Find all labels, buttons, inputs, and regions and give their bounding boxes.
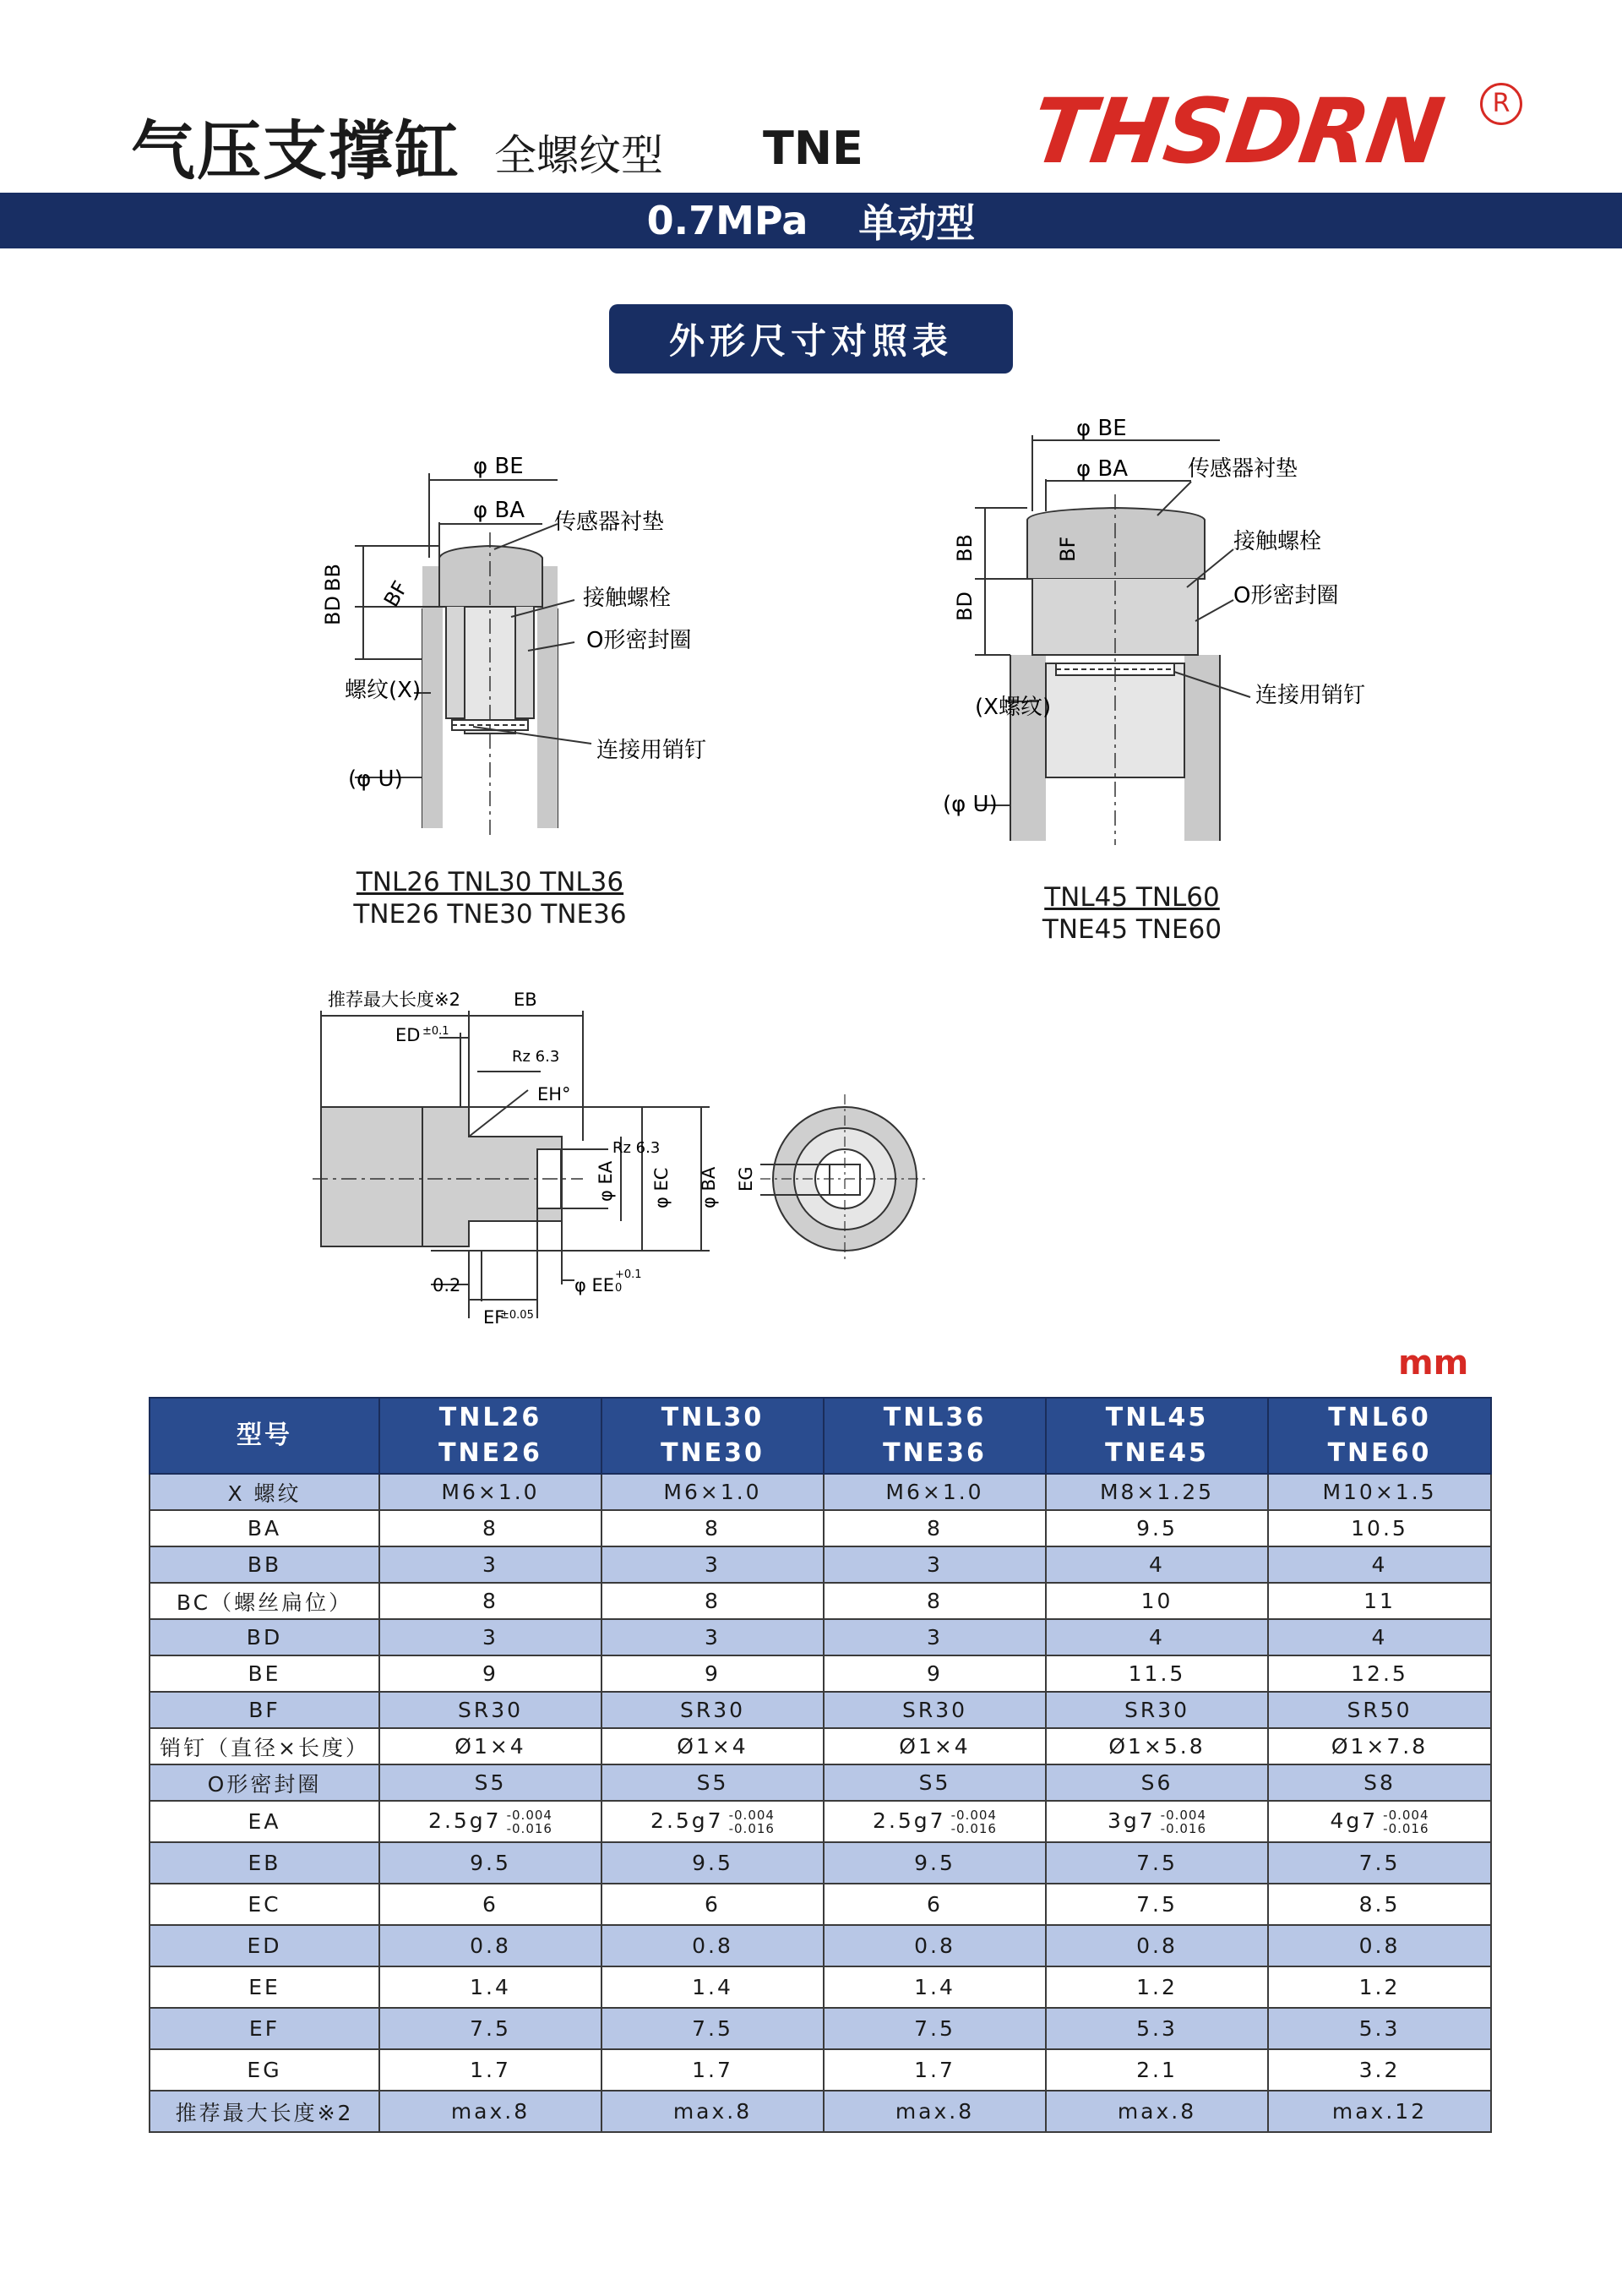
- cell-value: 9: [482, 1661, 498, 1686]
- cell-value: 1.2: [1136, 1975, 1178, 1999]
- table-cell: [824, 2008, 1046, 2049]
- table-row: [150, 1842, 1491, 1884]
- cell-value: 0.8: [914, 1933, 955, 1958]
- cell-value: 8: [705, 1589, 721, 1613]
- detail-label-ee-tol-up: +0.1: [615, 1268, 642, 1281]
- left-label-thread: 螺纹(X): [345, 678, 422, 703]
- cell-value: 3g7: [1107, 1808, 1156, 1833]
- left-label-u: (φ U): [348, 766, 403, 792]
- table-cell: [1046, 2091, 1268, 2132]
- unit-label: mm: [1398, 1344, 1469, 1383]
- table-cell: [1268, 1966, 1491, 2008]
- cell-value: 0.8: [692, 1933, 733, 1958]
- right-label-u: (φ U): [943, 792, 998, 817]
- table-cell: [824, 1546, 1046, 1583]
- table-row: [150, 1583, 1491, 1619]
- table-cell: [1046, 1619, 1268, 1655]
- page-subtitle: 全螺纹型: [494, 131, 663, 180]
- cell-value: max.8: [672, 2099, 753, 2124]
- detail-label-eh: EH°: [537, 1084, 571, 1104]
- table-cell: [1046, 1884, 1268, 1925]
- table-cell: [379, 1801, 601, 1842]
- cell-value: 10.5: [1351, 1516, 1408, 1541]
- tolerance: -0.004 -0.016: [506, 1807, 552, 1836]
- right-label-ba: φ BA: [1076, 456, 1129, 482]
- cell-value: 7.5: [1358, 1851, 1401, 1875]
- section-title: 外形尺寸对照表: [609, 304, 1013, 374]
- table-cell: [379, 2091, 601, 2132]
- pressure-rating: 0.7MPa: [646, 198, 808, 243]
- table-cell: [824, 1925, 1046, 1966]
- table-cell: [824, 2091, 1046, 2132]
- cell-value: max.8: [450, 2099, 531, 2124]
- table-cell: [1268, 1655, 1491, 1692]
- table-cell: [1268, 1619, 1491, 1655]
- cell-value: SR30: [679, 1698, 746, 1722]
- table-cell: [824, 1842, 1046, 1884]
- left-label-sensor-pad: 传感器衬垫: [554, 510, 665, 535]
- action-type: 单动型: [858, 200, 976, 246]
- right-label-thread: (X螺纹): [975, 695, 1052, 720]
- cell-value: S6: [1140, 1770, 1173, 1795]
- cell-value: 0.8: [470, 1933, 511, 1958]
- left-label-pin: 连接用销钉: [596, 738, 707, 763]
- right-label-o-ring: O形密封圈: [1233, 583, 1339, 608]
- left-label-o-ring: O形密封圈: [586, 628, 692, 653]
- table-cell: [379, 1583, 601, 1619]
- registered-mark-icon: R: [1480, 83, 1522, 125]
- table-cell: [1268, 1546, 1491, 1583]
- row-label: BE: [150, 1655, 379, 1692]
- cell-value: Ø1×5.8: [1108, 1734, 1206, 1759]
- cell-value: 2.5g7: [650, 1808, 724, 1833]
- cell-value: 8: [482, 1516, 498, 1541]
- table-cell: [601, 1546, 824, 1583]
- table-row: [150, 1925, 1491, 1966]
- cell-value: 3: [927, 1552, 943, 1577]
- table-header-model: TNL45 TNE45: [1046, 1398, 1268, 1474]
- row-label: O形密封圈: [150, 1764, 379, 1801]
- table-cell: [601, 1510, 824, 1546]
- cell-value: 8: [705, 1516, 721, 1541]
- dimension-table: [149, 1397, 1492, 2133]
- row-label: ED: [150, 1925, 379, 1966]
- table-cell: [1046, 1925, 1268, 1966]
- right-figure-caption: [1014, 881, 1250, 946]
- cell-value: 2.1: [1136, 2058, 1178, 2082]
- tolerance: -0.004 -0.016: [728, 1807, 775, 1836]
- table-cell: [379, 1884, 601, 1925]
- table-cell: [601, 1925, 824, 1966]
- right-label-be: φ BE: [1076, 416, 1127, 441]
- table-row: [150, 1692, 1491, 1728]
- right-cross-section-diagram: [938, 410, 1411, 849]
- table-cell: [824, 1801, 1046, 1842]
- row-label: BC（螺丝扁位）: [150, 1583, 379, 1619]
- table-cell: [601, 2091, 824, 2132]
- table-cell: [1268, 1474, 1491, 1510]
- cell-value: M6×1.0: [663, 1480, 762, 1504]
- right-label-bb: BB: [953, 534, 977, 562]
- table-cell: [1268, 1510, 1491, 1546]
- cell-value: 3: [705, 1552, 721, 1577]
- row-label: 推荐最大长度※2: [150, 2091, 379, 2132]
- cell-value: 4g7: [1330, 1808, 1379, 1833]
- cell-value: 6: [482, 1892, 498, 1917]
- table-header-model: TNL30 TNE30: [601, 1398, 824, 1474]
- detail-label-ba: φ BA: [699, 1166, 719, 1208]
- table-cell: [824, 1764, 1046, 1801]
- table-cell: [1268, 2049, 1491, 2091]
- detail-label-ef-tol: ±0.05: [500, 1309, 534, 1322]
- cell-value: SR30: [457, 1698, 524, 1722]
- table-cell: [1046, 2008, 1268, 2049]
- cell-value: 9.5: [914, 1851, 955, 1875]
- table-cell: [379, 1692, 601, 1728]
- cell-value: M6×1.0: [885, 1480, 984, 1504]
- left-label-bb: BB: [321, 564, 345, 592]
- left-label-ba: φ BA: [473, 498, 525, 523]
- table-cell: [1046, 1764, 1268, 1801]
- cell-value: 1.4: [914, 1975, 955, 1999]
- cell-value: 9.5: [470, 1851, 511, 1875]
- table-cell: [379, 1728, 601, 1764]
- table-cell: [824, 1583, 1046, 1619]
- cell-value: 1.4: [470, 1975, 511, 1999]
- table-row: [150, 1474, 1491, 1510]
- contact-bolt-detail-diagram: [304, 980, 946, 1352]
- cell-value: 7.5: [1136, 1851, 1178, 1875]
- table-cell: [824, 1510, 1046, 1546]
- row-label: EG: [150, 2049, 379, 2091]
- right-label-pin: 连接用销钉: [1255, 683, 1366, 708]
- cell-value: 3: [705, 1625, 721, 1650]
- table-row: [150, 1801, 1491, 1842]
- cell-value: 3.2: [1358, 2058, 1401, 2082]
- cell-value: 8: [482, 1589, 498, 1613]
- cell-value: SR50: [1347, 1698, 1412, 1722]
- table-header-model: TNL26 TNE26: [379, 1398, 601, 1474]
- table-cell: [824, 1884, 1046, 1925]
- table-header-label: 型号: [150, 1398, 379, 1474]
- table-cell: [1268, 1764, 1491, 1801]
- left-caption-line1: TNL26 TNL30 TNL36: [356, 867, 624, 897]
- table-cell: [601, 1801, 824, 1842]
- right-label-bd: BD: [953, 592, 977, 621]
- cell-value: S5: [696, 1770, 729, 1795]
- table-cell: [1046, 1546, 1268, 1583]
- detail-label-max-len: 推荐最大长度※2: [328, 990, 460, 1010]
- table-cell: [824, 1655, 1046, 1692]
- table-cell: [1268, 1728, 1491, 1764]
- table-cell: [379, 1474, 601, 1510]
- cell-value: 6: [927, 1892, 943, 1917]
- table-cell: [379, 1764, 601, 1801]
- cell-value: SR30: [1124, 1698, 1190, 1722]
- table-cell: [1046, 1728, 1268, 1764]
- detail-label-ef: EF: [483, 1307, 505, 1328]
- table-cell: [601, 1728, 824, 1764]
- table-row: [150, 1655, 1491, 1692]
- table-cell: [601, 1692, 824, 1728]
- cell-value: 1.7: [914, 2058, 955, 2082]
- cell-value: S5: [918, 1770, 951, 1795]
- cell-value: 7.5: [914, 2016, 955, 2041]
- cell-value: 8: [927, 1516, 943, 1541]
- cell-value: S8: [1363, 1770, 1396, 1795]
- right-caption-line2: TNE45 TNE60: [1042, 914, 1222, 945]
- table-cell: [601, 1583, 824, 1619]
- table-cell: [1046, 1692, 1268, 1728]
- right-label-contact-bolt: 接触螺栓: [1233, 529, 1322, 554]
- table-cell: [824, 1728, 1046, 1764]
- brand-logo: THSDRN: [1025, 79, 1449, 183]
- cell-value: 11.5: [1128, 1661, 1186, 1686]
- table-cell: [824, 1474, 1046, 1510]
- cell-value: 0.8: [1358, 1933, 1401, 1958]
- row-label: EA: [150, 1801, 379, 1842]
- detail-label-ed: ED: [395, 1025, 421, 1045]
- detail-label-rz1: Rz 6.3: [512, 1048, 560, 1066]
- table-header-model: TNL60 TNE60: [1268, 1398, 1491, 1474]
- cell-value: 1.7: [692, 2058, 733, 2082]
- table-cell: [379, 1842, 601, 1884]
- cell-value: 7.5: [470, 2016, 511, 2041]
- table-cell: [379, 1546, 601, 1583]
- table-cell: [1268, 1884, 1491, 1925]
- tolerance: -0.004 -0.016: [1160, 1807, 1207, 1836]
- cell-value: max.12: [1331, 2099, 1428, 2124]
- cell-value: Ø1×4: [454, 1734, 526, 1759]
- cell-value: S5: [474, 1770, 507, 1795]
- cell-value: 9.5: [1136, 1516, 1178, 1541]
- table-cell: [1046, 1510, 1268, 1546]
- table-cell: [601, 1474, 824, 1510]
- cell-value: 5.3: [1136, 2016, 1178, 2041]
- table-row: [150, 1546, 1491, 1583]
- table-cell: [1268, 1583, 1491, 1619]
- table-cell: [1268, 2008, 1491, 2049]
- table-cell: [379, 1655, 601, 1692]
- table-cell: [379, 1966, 601, 2008]
- table-cell: [824, 2049, 1046, 2091]
- table-row: [150, 1510, 1491, 1546]
- left-cross-section-diagram: [304, 439, 794, 845]
- cell-value: 8.5: [1358, 1892, 1401, 1917]
- cell-value: 7.5: [1136, 1892, 1178, 1917]
- table-cell: [824, 1692, 1046, 1728]
- table-cell: [601, 1619, 824, 1655]
- row-label: EC: [150, 1884, 379, 1925]
- cell-value: 4: [1371, 1625, 1388, 1650]
- table-cell: [1268, 2091, 1491, 2132]
- table-cell: [601, 1966, 824, 2008]
- row-label: BF: [150, 1692, 379, 1728]
- table-cell: [1046, 1474, 1268, 1510]
- table-cell: [824, 1619, 1046, 1655]
- table-row: [150, 1764, 1491, 1801]
- detail-label-ec: φ EC: [651, 1167, 672, 1208]
- cell-value: 1.4: [692, 1975, 733, 1999]
- cell-value: 11: [1363, 1589, 1396, 1613]
- cell-value: 9: [927, 1661, 943, 1686]
- tolerance: -0.004 -0.016: [950, 1807, 997, 1836]
- table-cell: [1268, 1842, 1491, 1884]
- cell-value: max.8: [895, 2099, 975, 2124]
- cell-value: 4: [1149, 1625, 1165, 1650]
- cell-value: 8: [927, 1589, 943, 1613]
- cell-value: 9: [705, 1661, 721, 1686]
- cell-value: Ø1×4: [899, 1734, 971, 1759]
- left-label-bd: BD: [321, 596, 345, 625]
- table-cell: [601, 1655, 824, 1692]
- left-figure-caption: [346, 866, 634, 930]
- row-label: BD: [150, 1619, 379, 1655]
- cell-value: 2.5g7: [428, 1808, 502, 1833]
- cell-value: 4: [1371, 1552, 1388, 1577]
- cell-value: max.8: [1117, 2099, 1197, 2124]
- cell-value: Ø1×4: [677, 1734, 748, 1759]
- table-cell: [1046, 1966, 1268, 2008]
- left-label-bf: BF: [378, 576, 413, 611]
- right-label-bf: BF: [1056, 536, 1080, 562]
- detail-label-ed-tol: ±0.1: [422, 1025, 449, 1038]
- cell-value: 10: [1140, 1589, 1173, 1613]
- cell-value: 12.5: [1351, 1661, 1408, 1686]
- left-caption-line2: TNE26 TNE30 TNE36: [353, 899, 627, 930]
- detail-label-ea: φ EA: [596, 1160, 616, 1202]
- cell-value: 1.2: [1358, 1975, 1401, 1999]
- row-label: 销钉（直径×长度）: [150, 1728, 379, 1764]
- cell-value: SR30: [901, 1698, 968, 1722]
- detail-label-ee: φ EE: [574, 1275, 615, 1295]
- table-cell: [1268, 1692, 1491, 1728]
- cell-value: 1.7: [470, 2058, 511, 2082]
- cell-value: 9.5: [692, 1851, 733, 1875]
- spec-banner: [0, 193, 1622, 248]
- row-label: EE: [150, 1966, 379, 2008]
- table-cell: [379, 2049, 601, 2091]
- table-cell: [1268, 1925, 1491, 1966]
- detail-label-eb: EB: [514, 990, 537, 1010]
- table-cell: [601, 2008, 824, 2049]
- cell-value: 3: [927, 1625, 943, 1650]
- row-label: BB: [150, 1546, 379, 1583]
- table-row: [150, 1728, 1491, 1764]
- model-series: TNE: [763, 122, 863, 175]
- row-label: EB: [150, 1842, 379, 1884]
- cell-value: Ø1×7.8: [1331, 1734, 1429, 1759]
- row-label: EF: [150, 2008, 379, 2049]
- cell-value: 7.5: [692, 2016, 733, 2041]
- table-cell: [379, 1619, 601, 1655]
- left-label-contact-bolt: 接触螺栓: [583, 586, 672, 611]
- right-caption-line1: TNL45 TNL60: [1044, 882, 1220, 913]
- table-cell: [379, 1925, 601, 1966]
- cell-value: M6×1.0: [441, 1480, 540, 1504]
- cell-value: 6: [705, 1892, 721, 1917]
- cell-value: 0.8: [1136, 1933, 1178, 1958]
- table-cell: [1046, 1655, 1268, 1692]
- table-cell: [601, 2049, 824, 2091]
- table-row: [150, 1966, 1491, 2008]
- detail-label-rz2: Rz 6.3: [612, 1139, 661, 1157]
- table-cell: [1046, 1842, 1268, 1884]
- table-row: [150, 1884, 1491, 1925]
- cell-value: 4: [1149, 1552, 1165, 1577]
- left-label-be: φ BE: [473, 454, 524, 479]
- table-header-model: TNL36 TNE36: [824, 1398, 1046, 1474]
- table-cell: [379, 1510, 601, 1546]
- table-cell: [601, 1842, 824, 1884]
- cell-value: 5.3: [1358, 2016, 1401, 2041]
- table-row: [150, 1619, 1491, 1655]
- table-cell: [1046, 1801, 1268, 1842]
- cell-value: 3: [482, 1625, 498, 1650]
- table-cell: [601, 1884, 824, 1925]
- tolerance: -0.004 -0.016: [1383, 1807, 1429, 1836]
- detail-label-eg: EG: [736, 1166, 756, 1192]
- page-title: 气压支撑缸: [131, 113, 460, 188]
- table-cell: [379, 2008, 601, 2049]
- table-cell: [1268, 1801, 1491, 1842]
- cell-value: 3: [482, 1552, 498, 1577]
- detail-label-gap: 0.2: [433, 1275, 461, 1295]
- table-cell: [1046, 1583, 1268, 1619]
- right-label-sensor-pad: 传感器衬垫: [1188, 456, 1298, 482]
- row-label: BA: [150, 1510, 379, 1546]
- detail-label-ee-tol-low: 0: [615, 1282, 623, 1295]
- table-cell: [824, 1966, 1046, 2008]
- table-cell: [1046, 2049, 1268, 2091]
- table-row: [150, 2049, 1491, 2091]
- table-row: [150, 2008, 1491, 2049]
- cell-value: M10×1.5: [1322, 1480, 1437, 1504]
- table-header-row: [150, 1398, 1491, 1474]
- row-label: X 螺纹: [150, 1474, 379, 1510]
- cell-value: 2.5g7: [873, 1808, 946, 1833]
- table-cell: [601, 1764, 824, 1801]
- table-row: [150, 2091, 1491, 2132]
- cell-value: M8×1.25: [1099, 1480, 1215, 1504]
